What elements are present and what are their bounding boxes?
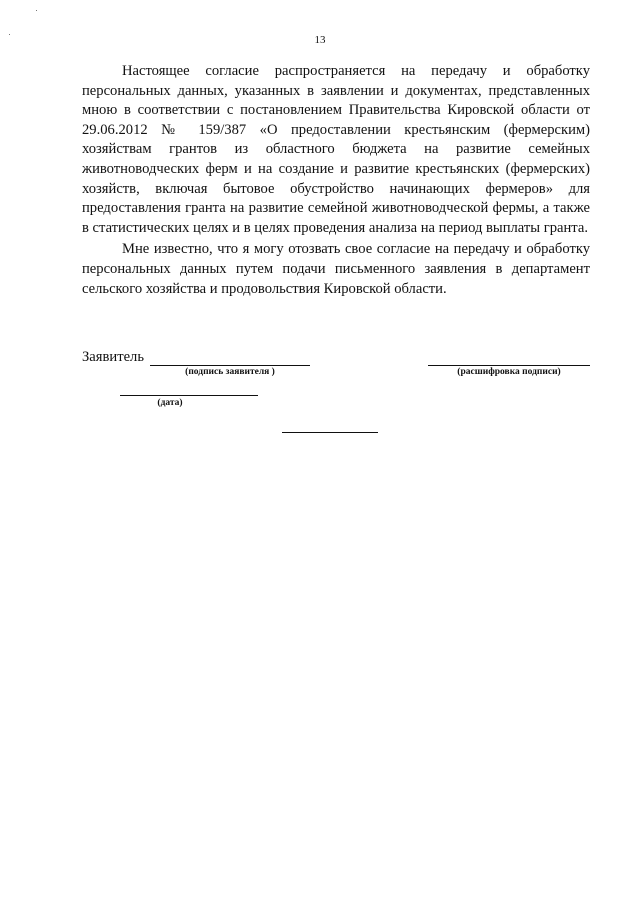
scan-speck (36, 10, 37, 11)
applicant-signature-line[interactable] (150, 365, 310, 366)
page-number: 13 (314, 34, 326, 46)
signature-caption: (подпись заявителя ) (185, 367, 275, 377)
end-of-document-line (282, 432, 378, 433)
signature-decoding-line[interactable] (428, 365, 590, 366)
signature-block (82, 349, 590, 389)
signature-decoding-caption: (расшифровка подписи) (457, 367, 561, 377)
date-line[interactable] (120, 395, 258, 396)
date-caption: (дата) (157, 398, 183, 408)
revocation-paragraph: Мне известно, что я могу отозвать свое согласие на передачу и обработку персональных данных путем подачи письменного заявления в департамент сельского хозяйства и продовольствия Кировской области. (82, 241, 590, 297)
document-body (82, 62, 590, 301)
applicant-label: Заявитель (82, 349, 144, 365)
consent-paragraph: Настоящее согласие распространяется на передачу и обработку персональных данных, указанных в заявлении и документах, представленных мною в соответствии с постановлением Правительства Кировской области от 29.06.2012 № 159/387 «О предоставлении крестьянским (фермерским) хозяйствам грантов из областного бюджета на развитие семейных животноводческих ферм и на создание и развитие крестьянских (фермерских) хозяйств, включая бытовое обустройство начинающих фермеров» для предоставления гранта на развитие семейной животноводческой фермы, а также в статистических целях и в целях проведения анализа на период выплаты гранта. (82, 63, 590, 236)
